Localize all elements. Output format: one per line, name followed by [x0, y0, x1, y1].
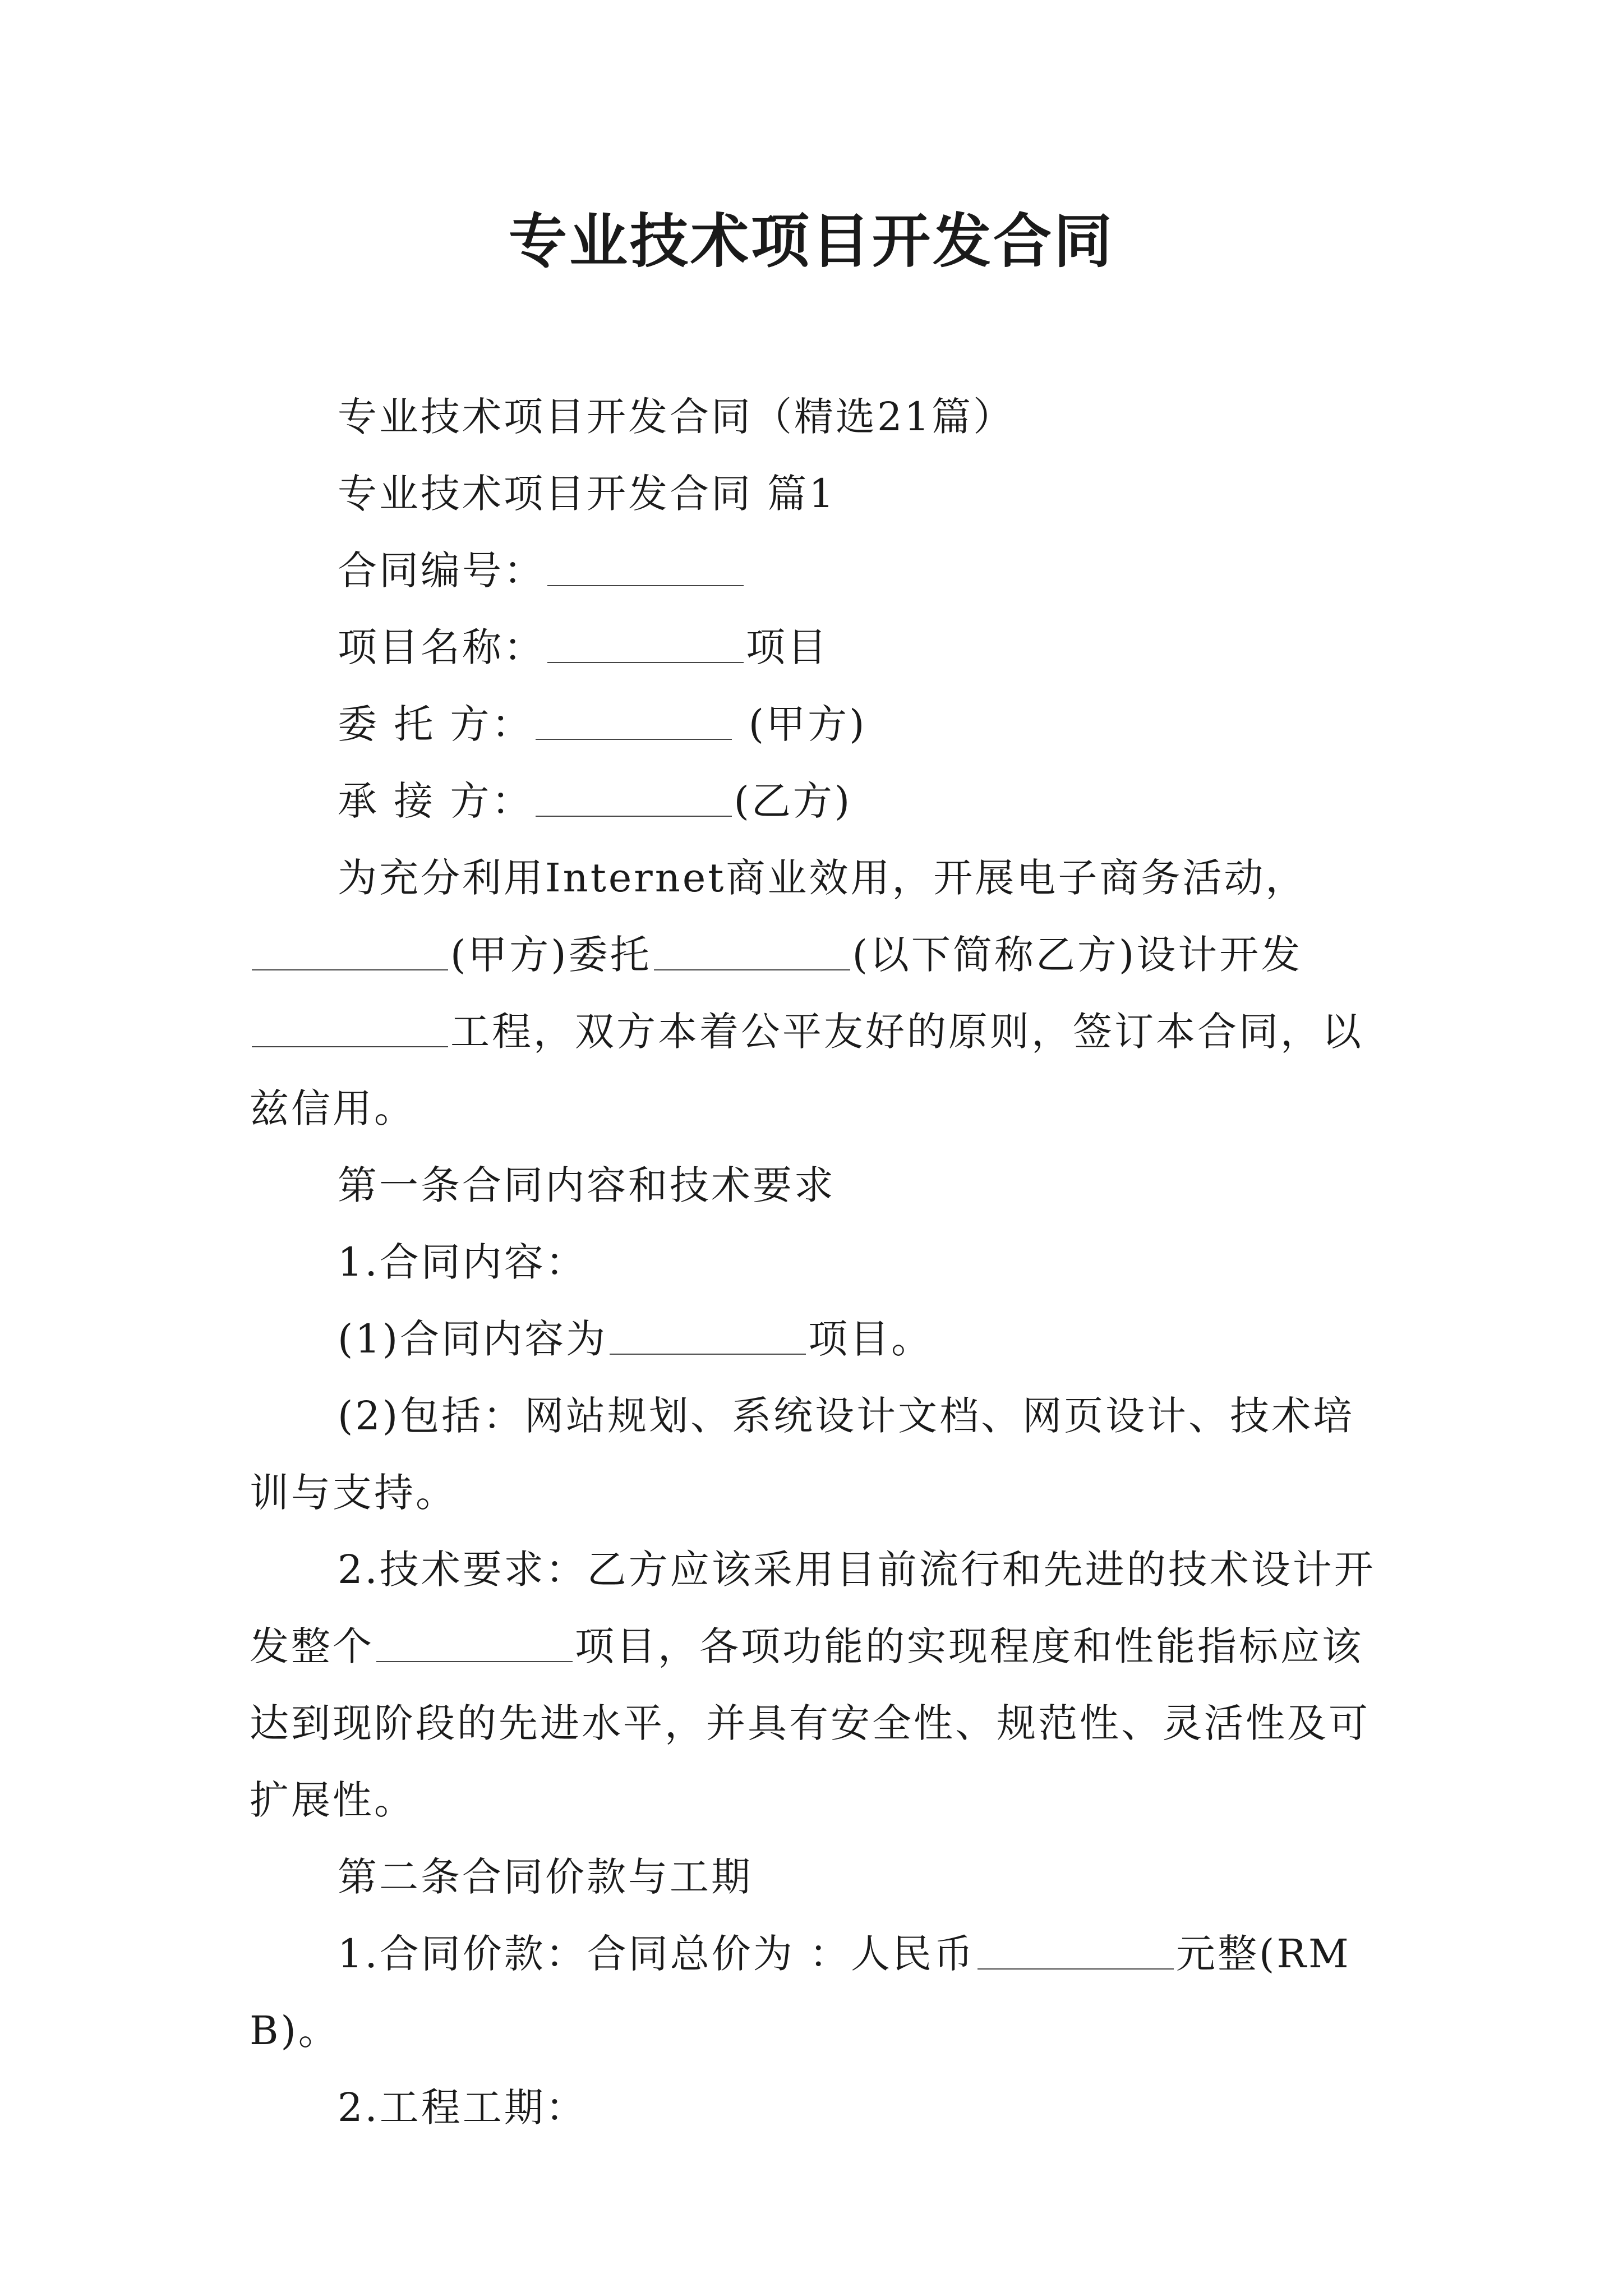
price-blank — [978, 1929, 1174, 1970]
article-1-heading — [250, 1147, 1377, 1224]
clause-1-2 — [250, 1378, 1377, 1531]
contractor-suffix: (乙方) — [734, 778, 852, 824]
client-blank — [536, 700, 732, 740]
document-body — [250, 379, 1377, 2146]
contract-number-label: 合同编号： — [338, 547, 545, 593]
clause-2-text-a: 2.技术要求：乙方应该采用目前流行和先进的技术设计开发整个 — [250, 1547, 1376, 1669]
article-2-heading-text: 第二条合同价款与工期 — [338, 1854, 753, 1900]
project-name-label: 项目名称： — [338, 624, 545, 670]
preamble-paragraph — [250, 840, 1377, 1147]
project-name-blank — [547, 623, 744, 663]
clause-2-text-b: 项目，各项功能的实现程度和性能指标应该达到现阶段的先进水平，并具有安全性、规范性、灵活性及可扩展性。 — [250, 1623, 1370, 1823]
client-line — [250, 686, 1377, 763]
contractor-label: 承 接 方： — [338, 778, 533, 824]
duration-clause — [250, 2069, 1377, 2146]
price-clause-text-a: 1.合同价款：合同总价为 ：人民币 — [338, 1931, 976, 1977]
price-clause — [250, 1916, 1377, 2069]
clause-2-blank — [376, 1622, 573, 1662]
subtitle-paragraph — [250, 379, 1377, 455]
duration-clause-text: 2.工程工期： — [338, 2085, 587, 2131]
clause-1-heading-text: 1.合同内容： — [338, 1239, 587, 1285]
contract-number-line — [250, 532, 1377, 609]
clause-1-1-text-b: 项目。 — [808, 1316, 933, 1362]
subtitle-text: 专业技术项目开发合同（精选21篇） — [338, 394, 1015, 440]
chapter-heading — [250, 455, 1377, 532]
preamble-blank-project — [252, 1007, 448, 1047]
preamble-blank-party-a — [252, 930, 448, 970]
preamble-text-c: (以下简称乙方)设计开发 — [852, 932, 1303, 978]
article-2-heading — [250, 1839, 1377, 1916]
preamble-text-a: 为充分利用Internet商业效用，开展电子商务活动， — [338, 855, 1307, 901]
project-name-line — [250, 609, 1377, 686]
clause-1-1-text-a: (1)合同内容为 — [338, 1316, 608, 1362]
contract-number-blank — [547, 546, 744, 586]
client-label: 委 托 方： — [338, 701, 533, 747]
project-name-suffix: 项目 — [746, 624, 829, 670]
clause-1-heading — [250, 1224, 1377, 1301]
preamble-text-d: 工程，双方本着公平友好的原则，签订本合同，以兹信用。 — [250, 1009, 1363, 1131]
article-1-heading-text: 第一条合同内容和技术要求 — [338, 1162, 836, 1208]
chapter-heading-text: 专业技术项目开发合同 篇1 — [338, 471, 836, 517]
contractor-blank — [536, 776, 732, 817]
clause-1-1 — [250, 1301, 1377, 1378]
preamble-blank-party-b — [654, 930, 850, 970]
clause-2-technical — [250, 1531, 1377, 1839]
client-suffix: (甲方) — [734, 701, 867, 747]
price-clause-text-b: 元整(RMB)。 — [250, 1931, 1351, 2054]
contractor-line — [250, 763, 1377, 840]
document-title: 专业技术项目开发合同 — [508, 207, 1114, 275]
clause-1-1-blank — [610, 1314, 806, 1355]
clause-1-2-text: (2)包括：网站规划、系统设计文档、网页设计、技术培训与支持。 — [250, 1393, 1355, 1516]
preamble-text-b: (甲方)委托 — [450, 932, 652, 978]
